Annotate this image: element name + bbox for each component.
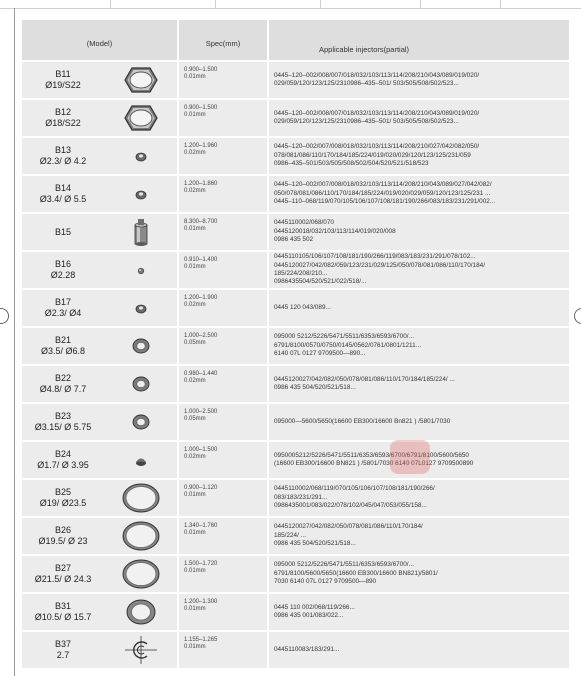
model-code: B13 (54, 145, 71, 155)
applicable-cell (269, 594, 569, 630)
model-label (22, 297, 104, 319)
spec-step: 0.01mm (184, 530, 206, 536)
injector-codes: 6791/8100/5600/5650(16600 EB300/16600 BN821)/5801/ (274, 569, 438, 577)
spec-range: 1.000–2.500 (184, 409, 218, 415)
table-row (22, 632, 569, 668)
model-code: B31 (54, 601, 71, 611)
model-label (22, 227, 104, 238)
table-row (22, 290, 569, 326)
model-label (22, 69, 104, 91)
injector-codes: 095000 5212/5226/5471/5511/6353/6593/6700/... (274, 561, 414, 569)
model-size: Ø19/ Ø23.5 (39, 498, 87, 508)
injector-shim-table (22, 20, 569, 668)
injector-codes: 029/059/120/123/125/2310986–435–501/ 503/505/508/502/523... (274, 118, 459, 125)
injector-codes: 0986435504/520/521/022/518/... (274, 278, 367, 286)
model-cell (22, 176, 177, 212)
model-code: B25 (54, 487, 71, 497)
spec-range: 1.155–1.265 (184, 637, 218, 643)
spec-cell (179, 404, 267, 440)
spec-cell (179, 366, 267, 402)
model-code: B14 (54, 183, 71, 193)
injector-codes: 0445–120–002/008/007/018/032/103/113/114/208/210/043/089/019/020/ (274, 71, 480, 79)
model-cell (22, 100, 177, 136)
applicable-cell (269, 100, 569, 136)
medium-ring-icon (104, 596, 177, 628)
spec-step: 0.02mm (184, 454, 206, 460)
model-code: B21 (54, 335, 71, 345)
dome-cap-icon (104, 444, 177, 476)
table-row (22, 518, 569, 554)
model-label (22, 601, 104, 623)
small-shim-icon (104, 140, 177, 172)
spec-range: 1.200–1.300 (184, 599, 218, 605)
model-cell (22, 632, 177, 668)
model-label (22, 411, 104, 433)
spec-cell (179, 556, 267, 592)
spec-range: 1.200–1.960 (184, 143, 218, 149)
table-row (22, 404, 569, 440)
spec-step: 0.01mm (184, 264, 206, 270)
injector-codes: 0445–120–002/008/007/018/032/103/113/114/208/210/043/089/019/020/ (274, 109, 480, 117)
model-code: B24 (54, 449, 71, 459)
model-cell (22, 594, 177, 630)
model-label (22, 563, 104, 585)
model-code: B27 (54, 563, 71, 573)
model-size: 2.7 (56, 650, 70, 660)
injector-codes: 0986 435 001/083/022... (274, 612, 344, 619)
model-size: Ø21.5/ Ø 24.3 (34, 574, 92, 584)
applicable-header: Applicable injectors(partial) (269, 20, 569, 60)
spec-range: 8.300–8.700 (184, 219, 218, 225)
injector-codes: 083/183/231/291... (274, 493, 328, 501)
cylinder-spacer-icon (104, 216, 177, 248)
injector-codes: 0445110002/068/119/070/105/106/107/108/181/190/266/ (274, 485, 435, 493)
spec-step: 0.02mm (184, 188, 206, 194)
model-label (22, 373, 104, 395)
injector-codes: 6791/8100/0570/0750/0145/0562/0761/0801/1211... (274, 341, 422, 349)
model-size: Ø2.28 (50, 270, 76, 280)
washer-icon (104, 406, 177, 438)
spec-step: 0.01mm (184, 226, 206, 232)
injector-codes: 185/224/208/210... (274, 270, 328, 277)
injector-codes: 0986–435–501/503/505/508/502/504/520/521/518/523 (274, 160, 429, 168)
injector-codes: 078/081/086/110/170/184/185/224/019/020/029/120/123/125/231/059 (274, 151, 471, 159)
spec-cell (179, 290, 267, 326)
injector-codes: 0445 110 002/068/119/266... (274, 603, 355, 611)
model-cell (22, 252, 177, 288)
injector-codes: 0445–120–002/007/008/018/032/103/113/114/208/210/027/042/082/050/ (274, 143, 480, 151)
model-code: B22 (54, 373, 71, 383)
spec-range: 0.900–1.500 (184, 105, 218, 111)
spec-step: 0.02mm (184, 378, 206, 384)
injector-codes: 0986 435 504/520/521/518... (274, 384, 356, 391)
ball-icon (104, 254, 177, 286)
injector-codes: 095000—5600/5650(16600 EB300/16600 Bn821 ) /5801/7030 (274, 417, 451, 425)
crosshair-icon (104, 634, 177, 666)
table-row (22, 328, 569, 364)
model-code: B26 (54, 525, 71, 535)
table-row (22, 100, 569, 136)
applicable-cell (269, 290, 569, 326)
injector-codes: 0445110002/068/070 (274, 219, 334, 227)
model-cell (22, 62, 177, 98)
injector-codes: 0445110105/106/107/108/181/190/266/119/083/183/231/291/078/102... (274, 253, 476, 261)
spec-range: 0.980–1.440 (184, 371, 218, 377)
spec-cell (179, 100, 267, 136)
table-row (22, 62, 569, 98)
model-cell (22, 556, 177, 592)
injector-codes: 0986435001/083/022/078/102/045/047/053/055/158... (274, 502, 427, 510)
spec-step: 0.01mm (184, 606, 206, 612)
model-label (22, 183, 104, 205)
spec-range: 1.340–1.760 (184, 523, 218, 529)
applicable-cell (269, 252, 569, 288)
model-label (22, 449, 104, 471)
small-shim-icon (104, 292, 177, 324)
hex-nut-icon (104, 102, 177, 134)
spec-range: 1.000–2.500 (184, 333, 218, 339)
spec-cell (179, 594, 267, 630)
injector-codes: 6140 07L 0127 9709500—890... (274, 350, 366, 358)
binder-hole-left (0, 308, 9, 324)
spec-step: 0.01mm (184, 74, 206, 80)
table-row (22, 556, 569, 592)
model-size: Ø3.15/ Ø 5.75 (34, 422, 92, 432)
table-header (22, 20, 569, 60)
model-size: Ø18/S22 (45, 118, 81, 128)
model-cell (22, 138, 177, 174)
model-cell (22, 366, 177, 402)
injector-codes: 0445–110–068/119/070/105/106/107/108/181/190/266/083/183/231/291/002... (274, 198, 496, 206)
injector-codes: 185/224/ ... (274, 531, 306, 539)
model-code: B23 (54, 411, 71, 421)
washer-icon (104, 368, 177, 400)
model-code: B16 (54, 259, 71, 269)
applicable-cell (269, 328, 569, 364)
model-cell (22, 328, 177, 364)
spec-range: 0.910–1.400 (184, 257, 218, 263)
model-cell (22, 480, 177, 516)
applicable-cell (269, 366, 569, 402)
injector-codes: 050/078/081/086/110/170/184/185/224/019/020/029/059/120/123/125/231 ... (274, 189, 491, 197)
binder-hole-right (574, 308, 581, 324)
spec-cell (179, 176, 267, 212)
injector-codes: 0445120018/032/103/113/114/019/020/008 (274, 227, 396, 235)
model-label (22, 487, 104, 509)
applicable-cell (269, 632, 569, 668)
model-code: B15 (54, 226, 71, 237)
model-size: Ø3.5/ Ø6.8 (40, 346, 86, 356)
table-row (22, 138, 569, 174)
injector-codes: 0445–120–002/007/008/018/032/103/113/114/208/210/043/089/027/042/082/ (274, 181, 492, 189)
model-cell (22, 518, 177, 554)
large-ring-icon (104, 520, 177, 552)
model-size: Ø10.5/ Ø 15.7 (34, 612, 92, 622)
spec-step: 0.05mm (184, 340, 206, 346)
injector-codes: 095000 5212/5226/5471/5511/6353/6593/6700/... (274, 333, 414, 341)
model-label (22, 145, 104, 167)
applicable-cell (269, 138, 569, 174)
spec-cell (179, 328, 267, 364)
spec-range: 0.900–1.500 (184, 67, 218, 73)
table-row (22, 594, 569, 630)
spec-cell (179, 138, 267, 174)
injector-codes: 029/059/120/123/125/2310986–435–501/ 503/505/508/502/523... (274, 80, 459, 87)
applicable-cell (269, 556, 569, 592)
spec-cell (179, 214, 267, 250)
injector-codes: 0986 435 504/520/521/518... (274, 540, 356, 548)
injector-codes: 0445120027/042/082/059/123/231/029/125/050/078/081/086/110/170/184/ (274, 261, 485, 269)
model-size: Ø2.3/ Ø4 (44, 308, 82, 318)
model-size: Ø4.8/ Ø 7.7 (39, 384, 87, 394)
spec-range: 1.200–1.860 (184, 181, 218, 187)
model-label (22, 335, 104, 357)
model-code: B12 (54, 107, 71, 117)
large-ring-icon (104, 558, 177, 590)
model-size: Ø19.5/ Ø 23 (38, 536, 88, 546)
model-code: B11 (55, 69, 71, 79)
spec-step: 0.01mm (184, 112, 206, 118)
table-row (22, 442, 569, 478)
spec-range: 0.900–1.120 (184, 485, 218, 491)
spec-step: 0.01mm (184, 492, 206, 498)
model-code: B37 (54, 639, 71, 649)
large-ring-icon (104, 482, 177, 514)
model-cell (22, 442, 177, 478)
injector-codes: 0445120027/042/082/050/078/081/086/110/170/184/185/224/ ... (274, 375, 455, 383)
injector-codes: 0986 435 502 (274, 236, 314, 244)
table-row (22, 366, 569, 402)
model-header: (Model) (22, 20, 177, 60)
spec-cell (179, 252, 267, 288)
injector-codes: 0445 120 043/089... (274, 303, 331, 311)
model-label (22, 107, 104, 129)
page-fold-line (14, 8, 15, 676)
model-size: Ø1.7/ Ø 3.95 (37, 460, 89, 470)
table-row (22, 214, 569, 250)
injector-codes: 0445120027/042/082/050/078/081/086/110/170/184/ (274, 523, 423, 531)
model-cell (22, 290, 177, 326)
spec-cell (179, 62, 267, 98)
model-size: Ø19/S22 (45, 80, 81, 90)
spec-range: 1.200–1.900 (184, 295, 218, 301)
applicable-cell (269, 480, 569, 516)
spec-step: 0.01mm (184, 644, 206, 650)
applicable-cell (269, 214, 569, 250)
model-cell (22, 404, 177, 440)
model-label (22, 259, 104, 281)
table-row (22, 480, 569, 516)
spec-cell (179, 632, 267, 668)
model-code: B17 (54, 297, 71, 307)
spec-cell (179, 442, 267, 478)
injector-codes: 7030 6140 07L 0127 9709500—890 (274, 578, 377, 586)
model-label (22, 639, 104, 661)
small-shim-icon (104, 178, 177, 210)
applicable-cell (269, 176, 569, 212)
hex-nut-icon (104, 64, 177, 96)
spec-header: Spec(mm) (179, 20, 267, 60)
washer-icon (104, 330, 177, 362)
watermark-stamp (390, 440, 430, 474)
spec-cell (179, 518, 267, 554)
applicable-cell (269, 404, 569, 440)
model-size: Ø2.3/ Ø 4.2 (39, 156, 87, 166)
spec-step: 0.05mm (184, 416, 206, 422)
applicable-cell (269, 518, 569, 554)
applicable-cell (269, 62, 569, 98)
model-label (22, 525, 104, 547)
table-row (22, 176, 569, 212)
spec-range: 1.000–1.500 (184, 447, 218, 453)
spec-step: 0.01mm (184, 568, 206, 574)
model-cell (22, 214, 177, 250)
spec-range: 1.500–1.720 (184, 561, 218, 567)
spec-step: 0.02mm (184, 150, 206, 156)
top-strip (0, 0, 581, 9)
model-size: Ø3.4/ Ø 5.5 (39, 194, 87, 204)
injector-codes: (16600 EB300/16600 BN821 ) /5801/7030 6140 07L0127 9709500890 (274, 460, 474, 467)
injector-codes: 0445110083/183/291... (274, 645, 340, 653)
spec-cell (179, 480, 267, 516)
spec-step: 0.02mm (184, 302, 206, 308)
table-row (22, 252, 569, 288)
injector-codes: 0950005212/5226/5471/5511/6353/6593/6700/6791/8100/5600/5650 (274, 451, 469, 459)
